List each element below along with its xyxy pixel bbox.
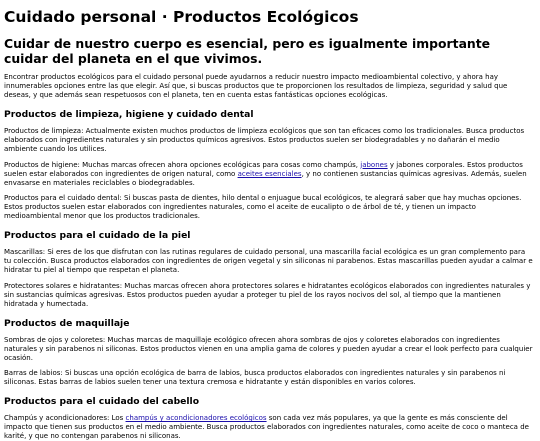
text-segment: Productos de higiene: Muchas marcas ofrecen ahora opciones ecológicas para cosas como champús, (4, 160, 361, 169)
paragraph-labios: Barras de labios: Si buscas una opción ecológica de barra de labios, busca productos elaborados con ingredientes naturales y sin parabenos ni siliconas. Estas barras de labios suelen tener una textura cremosa e hidratante y están disponibles en varios colores. (4, 369, 506, 386)
page-title: Cuidado personal · Productos Ecológicos (4, 8, 359, 26)
paragraph-sombras: Sombras de ojos y coloretes: Muchas marcas de maquillaje ecológico ofrecen ahora sombras de ojos y coloretes elaborados con ingredientes naturales y sin parabenos ni siliconas. Estos productos vienen en una amplia gama de colores y pueden ayudar a crear el look perfecto para cualquier ocasión. (4, 335, 533, 362)
paragraph-limpieza: Productos de limpieza: Actualmente existen muchos productos de limpieza ecológicos que son tan eficaces como los tradicionales. Busca productos elaborados con ingredientes naturales y sin productos químicos agresivos. Estos productos suelen ser biodegradables y no dañarán el medio ambiente cuando los utilices. (4, 127, 525, 153)
link-champus-acondicionadores[interactable]: champús y acondicionadores ecológicos (125, 414, 267, 422)
intro-paragraph: Encontrar productos ecológicos para el cuidado personal puede ayudarnos a reducir nuestro impacto medioambiental colectivo, y ahora hay innumerables opciones entre las que elegir. Así que, si buscas productos que te proporcionen los resultados de limpieza, seguridad y salud que deseas, y que además sean respetuosos con el planeta, ten en cuenta estas fantásticas opciones ecológicas. (4, 73, 508, 99)
paragraph-protectores: Protectores solares e hidratantes: Muchas marcas ofrecen ahora protectores solares e hidratantes ecológicos elaborados con ingredientes naturales y sin sustancias químicas agresivas. Estos productos pueden ayudar a proteger tu piel de los rayos nocivos del sol, al tiempo que la mantienen hidratada y humectada. (4, 281, 531, 308)
page-subtitle: Cuidar de nuestro cuerpo es esencial, pero es igualmente importante cuidar del planeta en el que vivimos. (4, 36, 491, 66)
text-segment: son cada vez más populares, ya que la gente es más consciente del impacto que tienen sus productos en el medio ambiente. Busca productos elaborados con ingredientes naturales, como aceite de coco o manteca de karité, y que no contengan parabenos ni siliconas. (4, 414, 529, 440)
paragraph-mascarillas: Mascarillas: Si eres de los que disfrutan con las rutinas regulares de cuidado personal, una mascarilla facial ecológica es un gran complemento para tu colección. Busca productos elaborados con ingredientes de origen vegetal y sin siliconas ni parabenos. Estas mascarillas pueden ayudar a calmar e hidratar tu piel al tiempo que respetan el planeta. (4, 248, 533, 274)
paragraph-higiene (4, 161, 534, 188)
text-segment: y jabones corporales. Estos productos suelen estar elaborados con ingredientes de origen natural, como (4, 160, 523, 178)
paragraph-dental: Productos para el cuidado dental: Si buscas pasta de dientes, hilo dental o enjuague bucal ecológicos, te alegrará saber que hay muchas opciones. Estos productos suelen estar elaborados con ingredientes naturales, como el aceite de eucalipto o de árbol de té, y tienen un impacto medioambiental menor que los productos tradicionales. (4, 194, 522, 220)
paragraph-champus (4, 414, 534, 441)
section-heading-piel: Productos para el cuidado de la piel (4, 230, 191, 241)
section-heading-cabello: Productos para el cuidado del cabello (4, 396, 200, 407)
text-segment: Champús y acondicionadores: Los (4, 414, 126, 422)
section-heading-limpieza: Productos de limpieza, higiene y cuidado dental (4, 109, 254, 120)
text-segment: , y no contienen sustancias químicas agresivas. Además, suelen envasarse en materiales reciclables o biodegradables. (4, 169, 527, 187)
link-aceites-esenciales[interactable]: aceites esenciales (237, 169, 302, 178)
section-heading-maquillaje: Productos de maquillaje (4, 317, 130, 329)
link-jabones[interactable]: jabones (360, 160, 388, 169)
